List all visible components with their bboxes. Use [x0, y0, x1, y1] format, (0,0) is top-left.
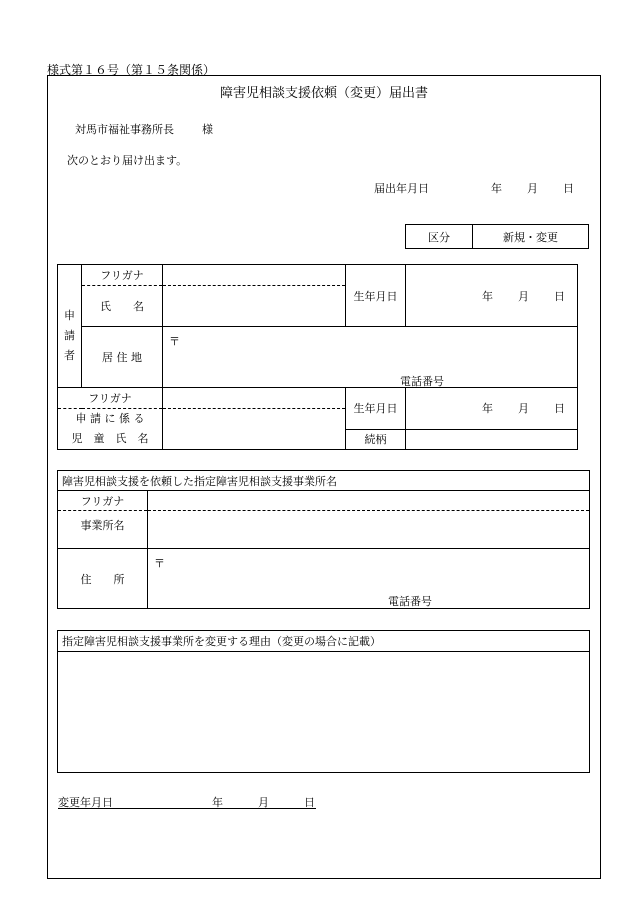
- form-number: 様式第１６号（第１５条関係）: [47, 63, 216, 77]
- applicant-name-label: 氏 名: [82, 286, 163, 327]
- change-date-month-unit: 月: [258, 796, 269, 809]
- applicant-furigana-field[interactable]: [163, 265, 346, 286]
- office-furigana-label: フリガナ: [58, 491, 148, 511]
- change-reason-field[interactable]: [58, 652, 590, 773]
- office-name-label: 事業所名: [58, 511, 148, 549]
- child-birth-year-unit: 年: [482, 402, 493, 416]
- applicant-birth-day-unit: 日: [554, 289, 565, 303]
- category-table: [405, 224, 589, 249]
- change-date-underline[interactable]: [58, 808, 316, 809]
- office-address-label: 住 所: [58, 549, 148, 609]
- change-date-day-unit: 日: [304, 796, 315, 809]
- submission-day-unit: 日: [563, 182, 574, 195]
- office-name-field[interactable]: [148, 511, 590, 549]
- applicant-birthdate-label: 生年月日: [346, 265, 406, 327]
- submission-month-unit: 月: [527, 182, 538, 195]
- applicant-section-label: 申 請 者: [58, 265, 82, 388]
- office-table: [57, 470, 590, 609]
- change-reason-table: [57, 630, 590, 773]
- change-reason-header: 指定障害児相談支援事業所を変更する理由（変更の場合に記載）: [58, 631, 590, 652]
- child-birthdate-label: 生年月日: [346, 388, 406, 430]
- applicant-residence-label: 居 住 地: [82, 327, 163, 388]
- office-phone-label: 電話番号: [388, 595, 432, 608]
- child-birth-day-unit: 日: [554, 402, 565, 416]
- child-birth-month-unit: 月: [518, 402, 529, 416]
- child-birthdate-field[interactable]: [406, 388, 578, 430]
- category-label: 区分: [406, 225, 473, 249]
- applicant-birth-year-unit: 年: [482, 289, 493, 303]
- child-furigana-label: フリガナ: [58, 388, 163, 409]
- office-postal-mark: 〒: [154, 557, 165, 570]
- applicant-furigana-label: フリガナ: [82, 265, 163, 286]
- submission-date-label: 届出年月日: [374, 182, 429, 195]
- office-furigana-field[interactable]: [148, 491, 590, 511]
- applicant-postal-mark: 〒: [169, 335, 180, 348]
- category-value[interactable]: 新規・変更: [473, 225, 589, 249]
- child-name-label-line2: 児 童 氏 名: [71, 432, 149, 445]
- child-relationship-label: 続柄: [346, 429, 406, 450]
- child-name-label: [58, 409, 163, 450]
- applicant-table: [57, 264, 578, 450]
- office-address-field[interactable]: [148, 549, 590, 609]
- child-relationship-field[interactable]: [406, 429, 578, 450]
- child-name-field[interactable]: [163, 409, 346, 450]
- applicant-residence-field[interactable]: [163, 327, 578, 388]
- applicant-birth-month-unit: 月: [518, 289, 529, 303]
- applicant-phone-label: 電話番号: [400, 375, 444, 388]
- change-date-year-unit: 年: [212, 796, 223, 809]
- child-furigana-field[interactable]: [163, 388, 346, 409]
- addressee: 対馬市福祉事務所長: [75, 123, 174, 136]
- child-name-label-line1: 申 請 に 係 る: [75, 412, 145, 425]
- intro-text: 次のとおり届け出ます。: [67, 154, 188, 167]
- applicant-name-field[interactable]: [163, 286, 346, 327]
- form-title: 障害児相談支援依頼（変更）届出書: [219, 86, 428, 101]
- honorific: 様: [202, 123, 213, 136]
- applicant-birthdate-field[interactable]: [406, 265, 578, 327]
- change-date-label: 変更年月日: [58, 796, 113, 809]
- submission-year-unit: 年: [491, 182, 502, 195]
- office-header: 障害児相談支援を依頼した指定障害児相談支援事業所名: [58, 471, 590, 491]
